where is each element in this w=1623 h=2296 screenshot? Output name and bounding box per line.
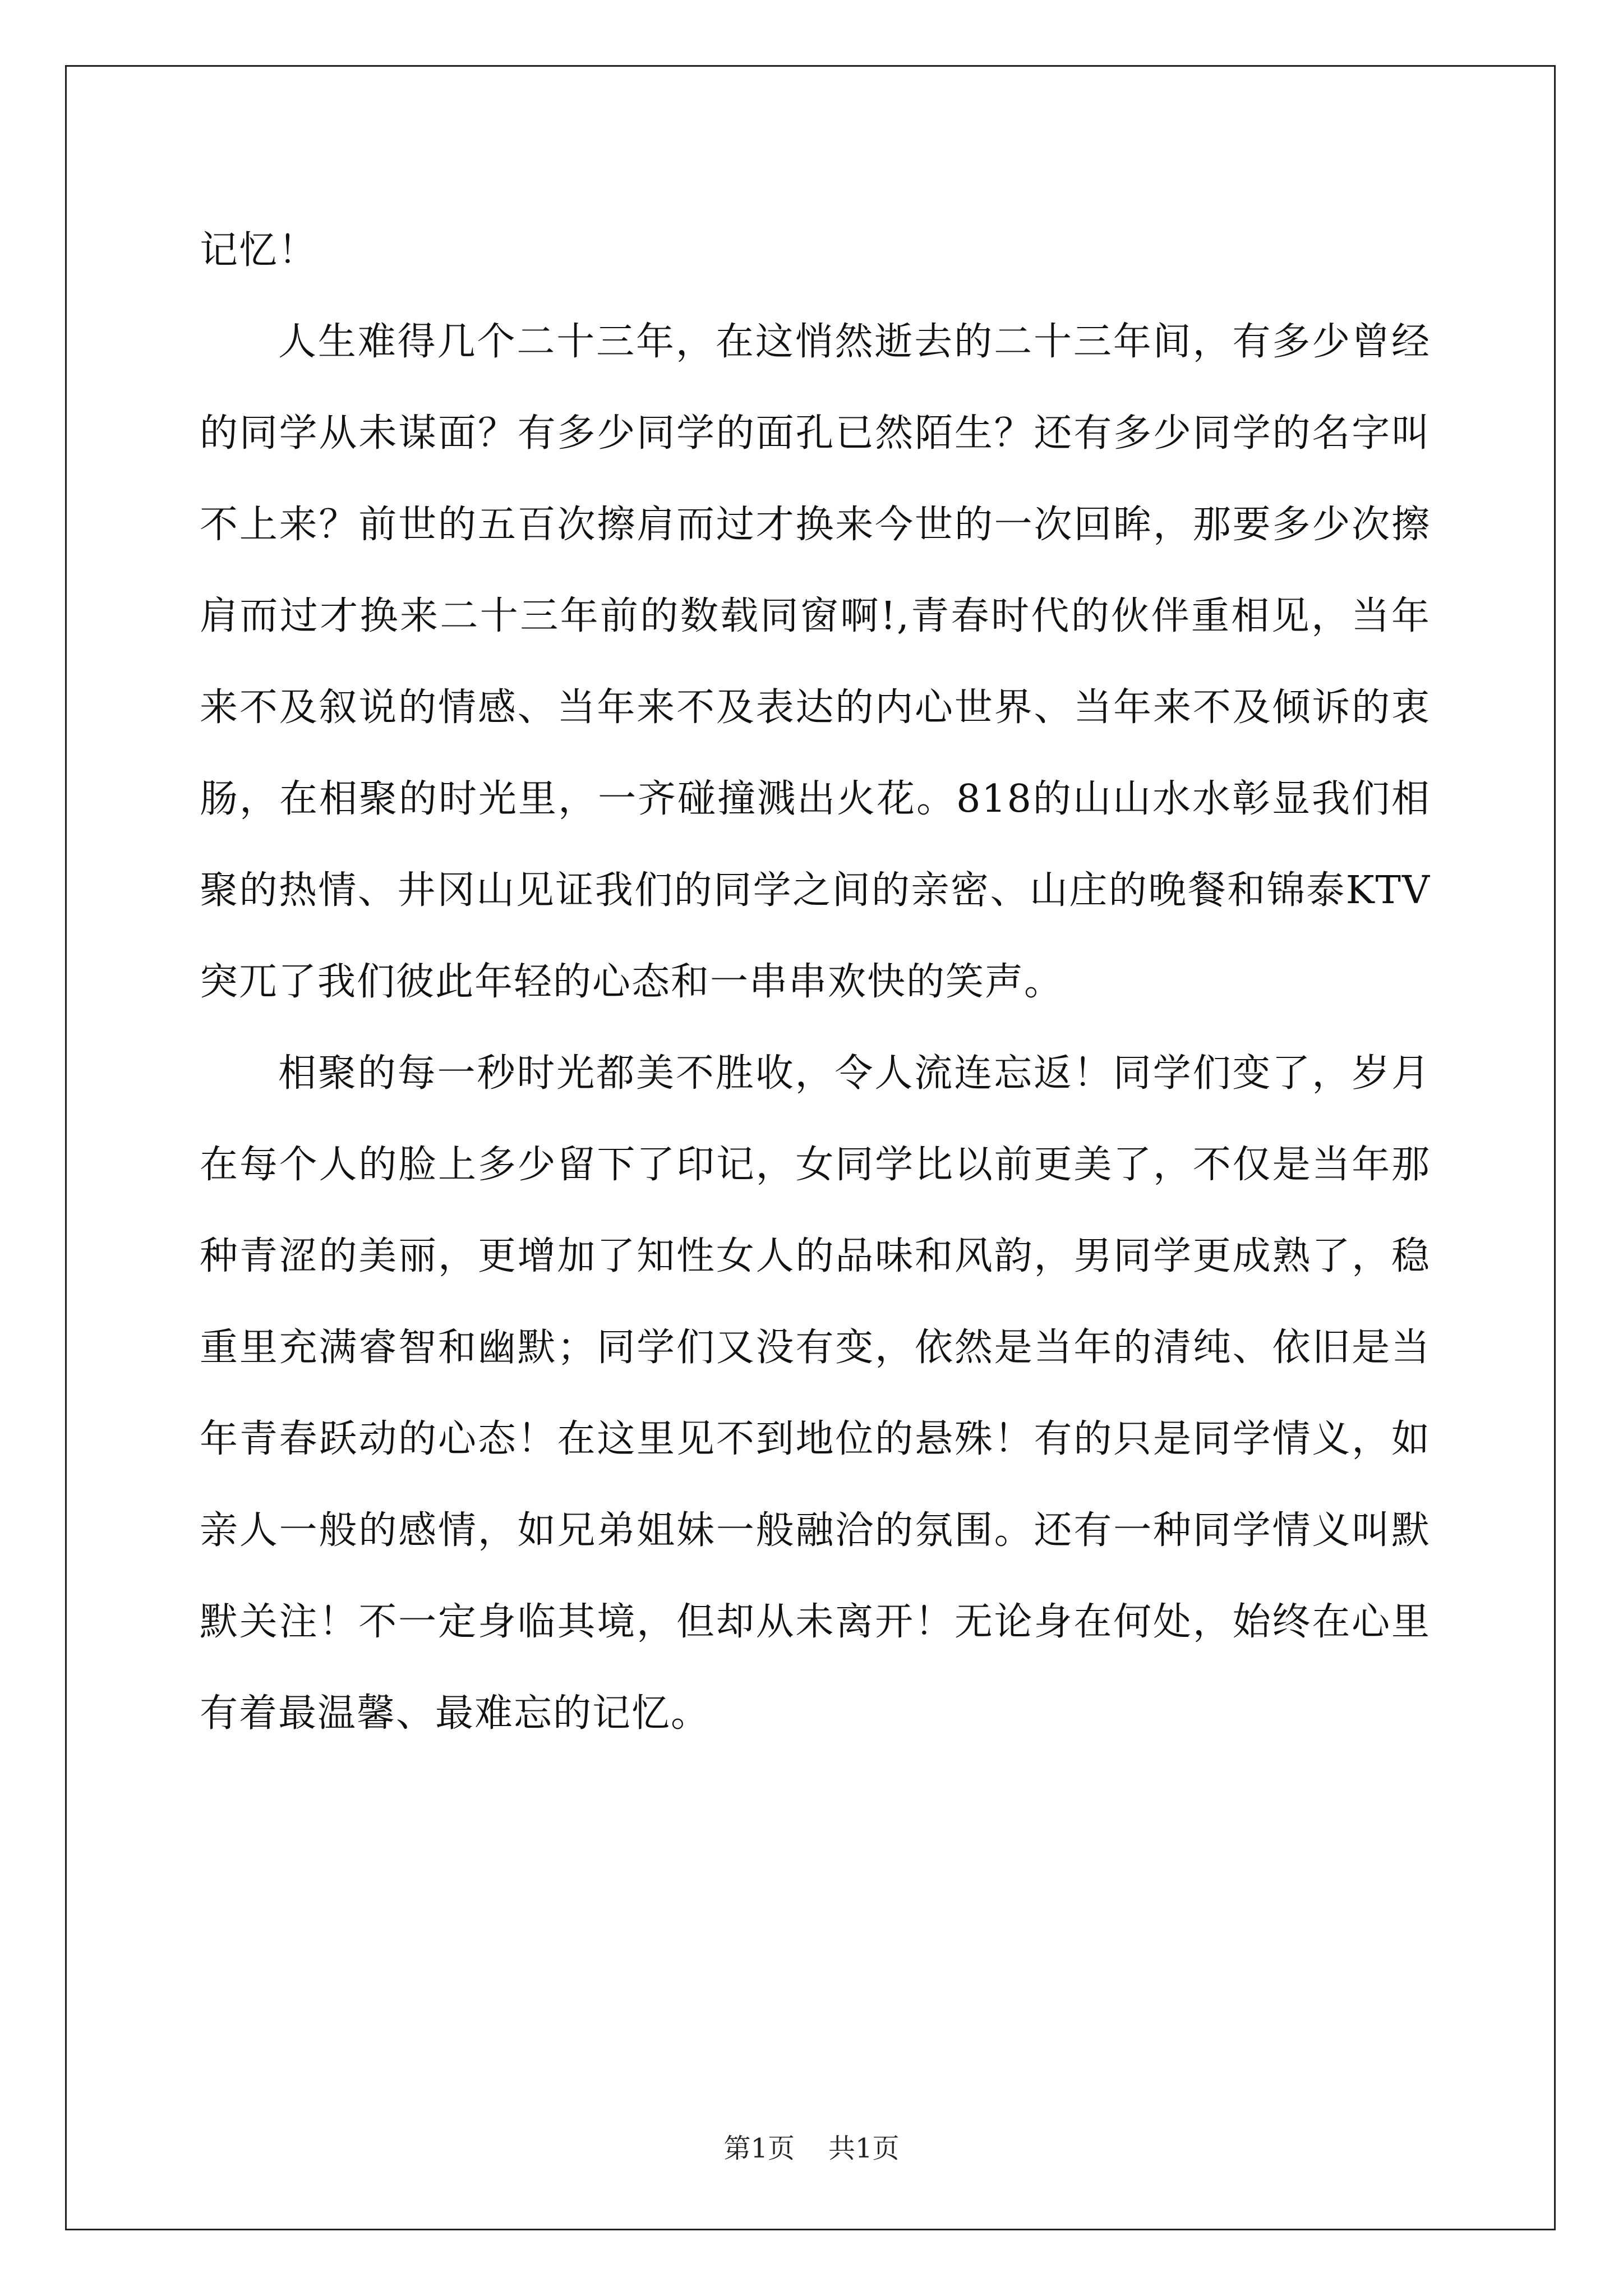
paragraph-2: 人生难得几个二十三年，在这悄然逝去的二十三年间，有多少曾经的同学从未谋面？有多少同学的面孔已然陌生？还有多少同学的名字叫不上来？前世的五百次擦肩而过才换来今世的一次回眸，那要多少次擦肩而过才换来二十三年前的数载同窗啊!,青春时代的伙伴重相见，当年来不及叙说的情感、当年来不及表达的内心世界、当年来不及倾诉的衷肠，在相聚的时光里，一齐碰撞溅出火花。818的山山水水彰显我们相聚的热情、井冈山见证我们的同学之间的亲密、山庄的晚餐和锦泰KTV突兀了我们彼此年轻的心态和一串串欢快的笑声。 xyxy=(200,320,1431,1004)
document-body xyxy=(200,205,1431,2039)
page-total: 共1页 xyxy=(828,2133,900,2164)
paragraph-3: 相聚的每一秒时光都美不胜收，令人流连忘返！同学们变了，岁月在每个人的脸上多少留下了印记，女同学比以前更美了，不仅是当年那种青涩的美丽，更增加了知性女人的品味和风韵，男同学更成熟了，稳重里充满睿智和幽默；同学们又没有变，依然是当年的清纯、依旧是当年青春跃动的心态！在这里见不到地位的悬殊！有的只是同学情义，如亲人一般的感情，如兄弟姐妹一般融洽的氛围。还有一种同学情义叫默默关注！不一定身临其境，但却从未离开！无论身在何处，始终在心里有着最温馨、最难忘的记忆。 xyxy=(200,1051,1431,1736)
page-number: 第1页 xyxy=(723,2133,795,2164)
paragraph-1: 记忆！ xyxy=(200,228,318,273)
page-footer xyxy=(0,2132,1623,2165)
